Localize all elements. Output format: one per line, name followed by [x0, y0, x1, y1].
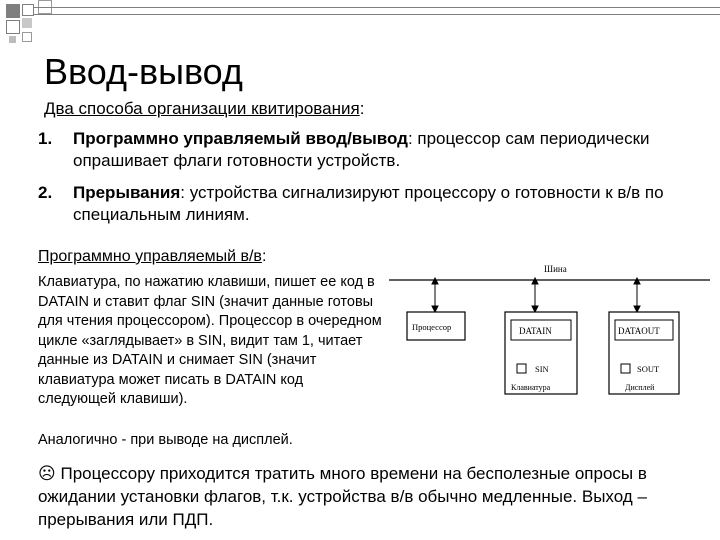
bus-arrows: [432, 278, 640, 312]
method-term: Программно управляемый ввод/вывод: [73, 129, 408, 148]
sout-label: SOUT: [637, 364, 660, 374]
subtitle-suffix: :: [359, 99, 365, 118]
processor-label: Процессор: [412, 322, 452, 332]
dataout-label: DATAOUT: [618, 326, 660, 336]
method-number: 2.: [38, 183, 53, 202]
sad-face-icon: ☹: [38, 464, 56, 483]
sin-label: SIN: [535, 364, 549, 374]
slide-title: Ввод-вывод: [44, 51, 243, 92]
method-text: : процессор сам периодически опрашивает флаги готовности устройств.: [73, 129, 650, 170]
section-description: Клавиатура, по нажатию клавиши, пишет ее код в DATAIN и ставит флаг SIN (значит данные готовы для чтения процессором). Процессор в очередном цикле «заглядывает» в SIN, видит там 1, читает данные из DATAIN и снимает SIN (значит клавиатура может писать в DATAIN код следующей клавиши).: [38, 274, 382, 407]
method-number: 1.: [38, 129, 53, 148]
section-title: [38, 247, 266, 267]
method-item: [38, 182, 708, 226]
methods-list: [38, 128, 708, 236]
conclusion: [38, 462, 710, 531]
display-caption: Дисплей: [625, 383, 655, 392]
section-analog-note: Аналогично - при выводе на дисплей.: [38, 432, 293, 448]
io-diagram: [387, 262, 712, 400]
header-rule: [34, 7, 720, 29]
method-term: Прерывания: [73, 183, 181, 202]
subtitle: [44, 98, 364, 120]
sout-flag-box: [621, 364, 630, 373]
section-title-text: Программно управляемый в/в: [38, 248, 262, 265]
keyboard-caption: Клавиатура: [511, 383, 551, 392]
method-item: [38, 128, 708, 172]
method-text: : устройства сигнализируют процессору о готовности к в/в по специальным линиям.: [73, 183, 664, 224]
datain-label: DATAIN: [519, 326, 552, 336]
subtitle-text: Два способа организации квитирования: [44, 99, 360, 118]
section-title-suffix: :: [261, 248, 267, 265]
sin-flag-box: [517, 364, 526, 373]
bus-label: Шина: [544, 264, 567, 274]
conclusion-text: Процессору приходится тратить много времени на бесполезные опросы в ожидании установки флагов, т.к. устройства в/в обычно медленные. Выход – прерывания или ПДП.: [38, 464, 647, 529]
